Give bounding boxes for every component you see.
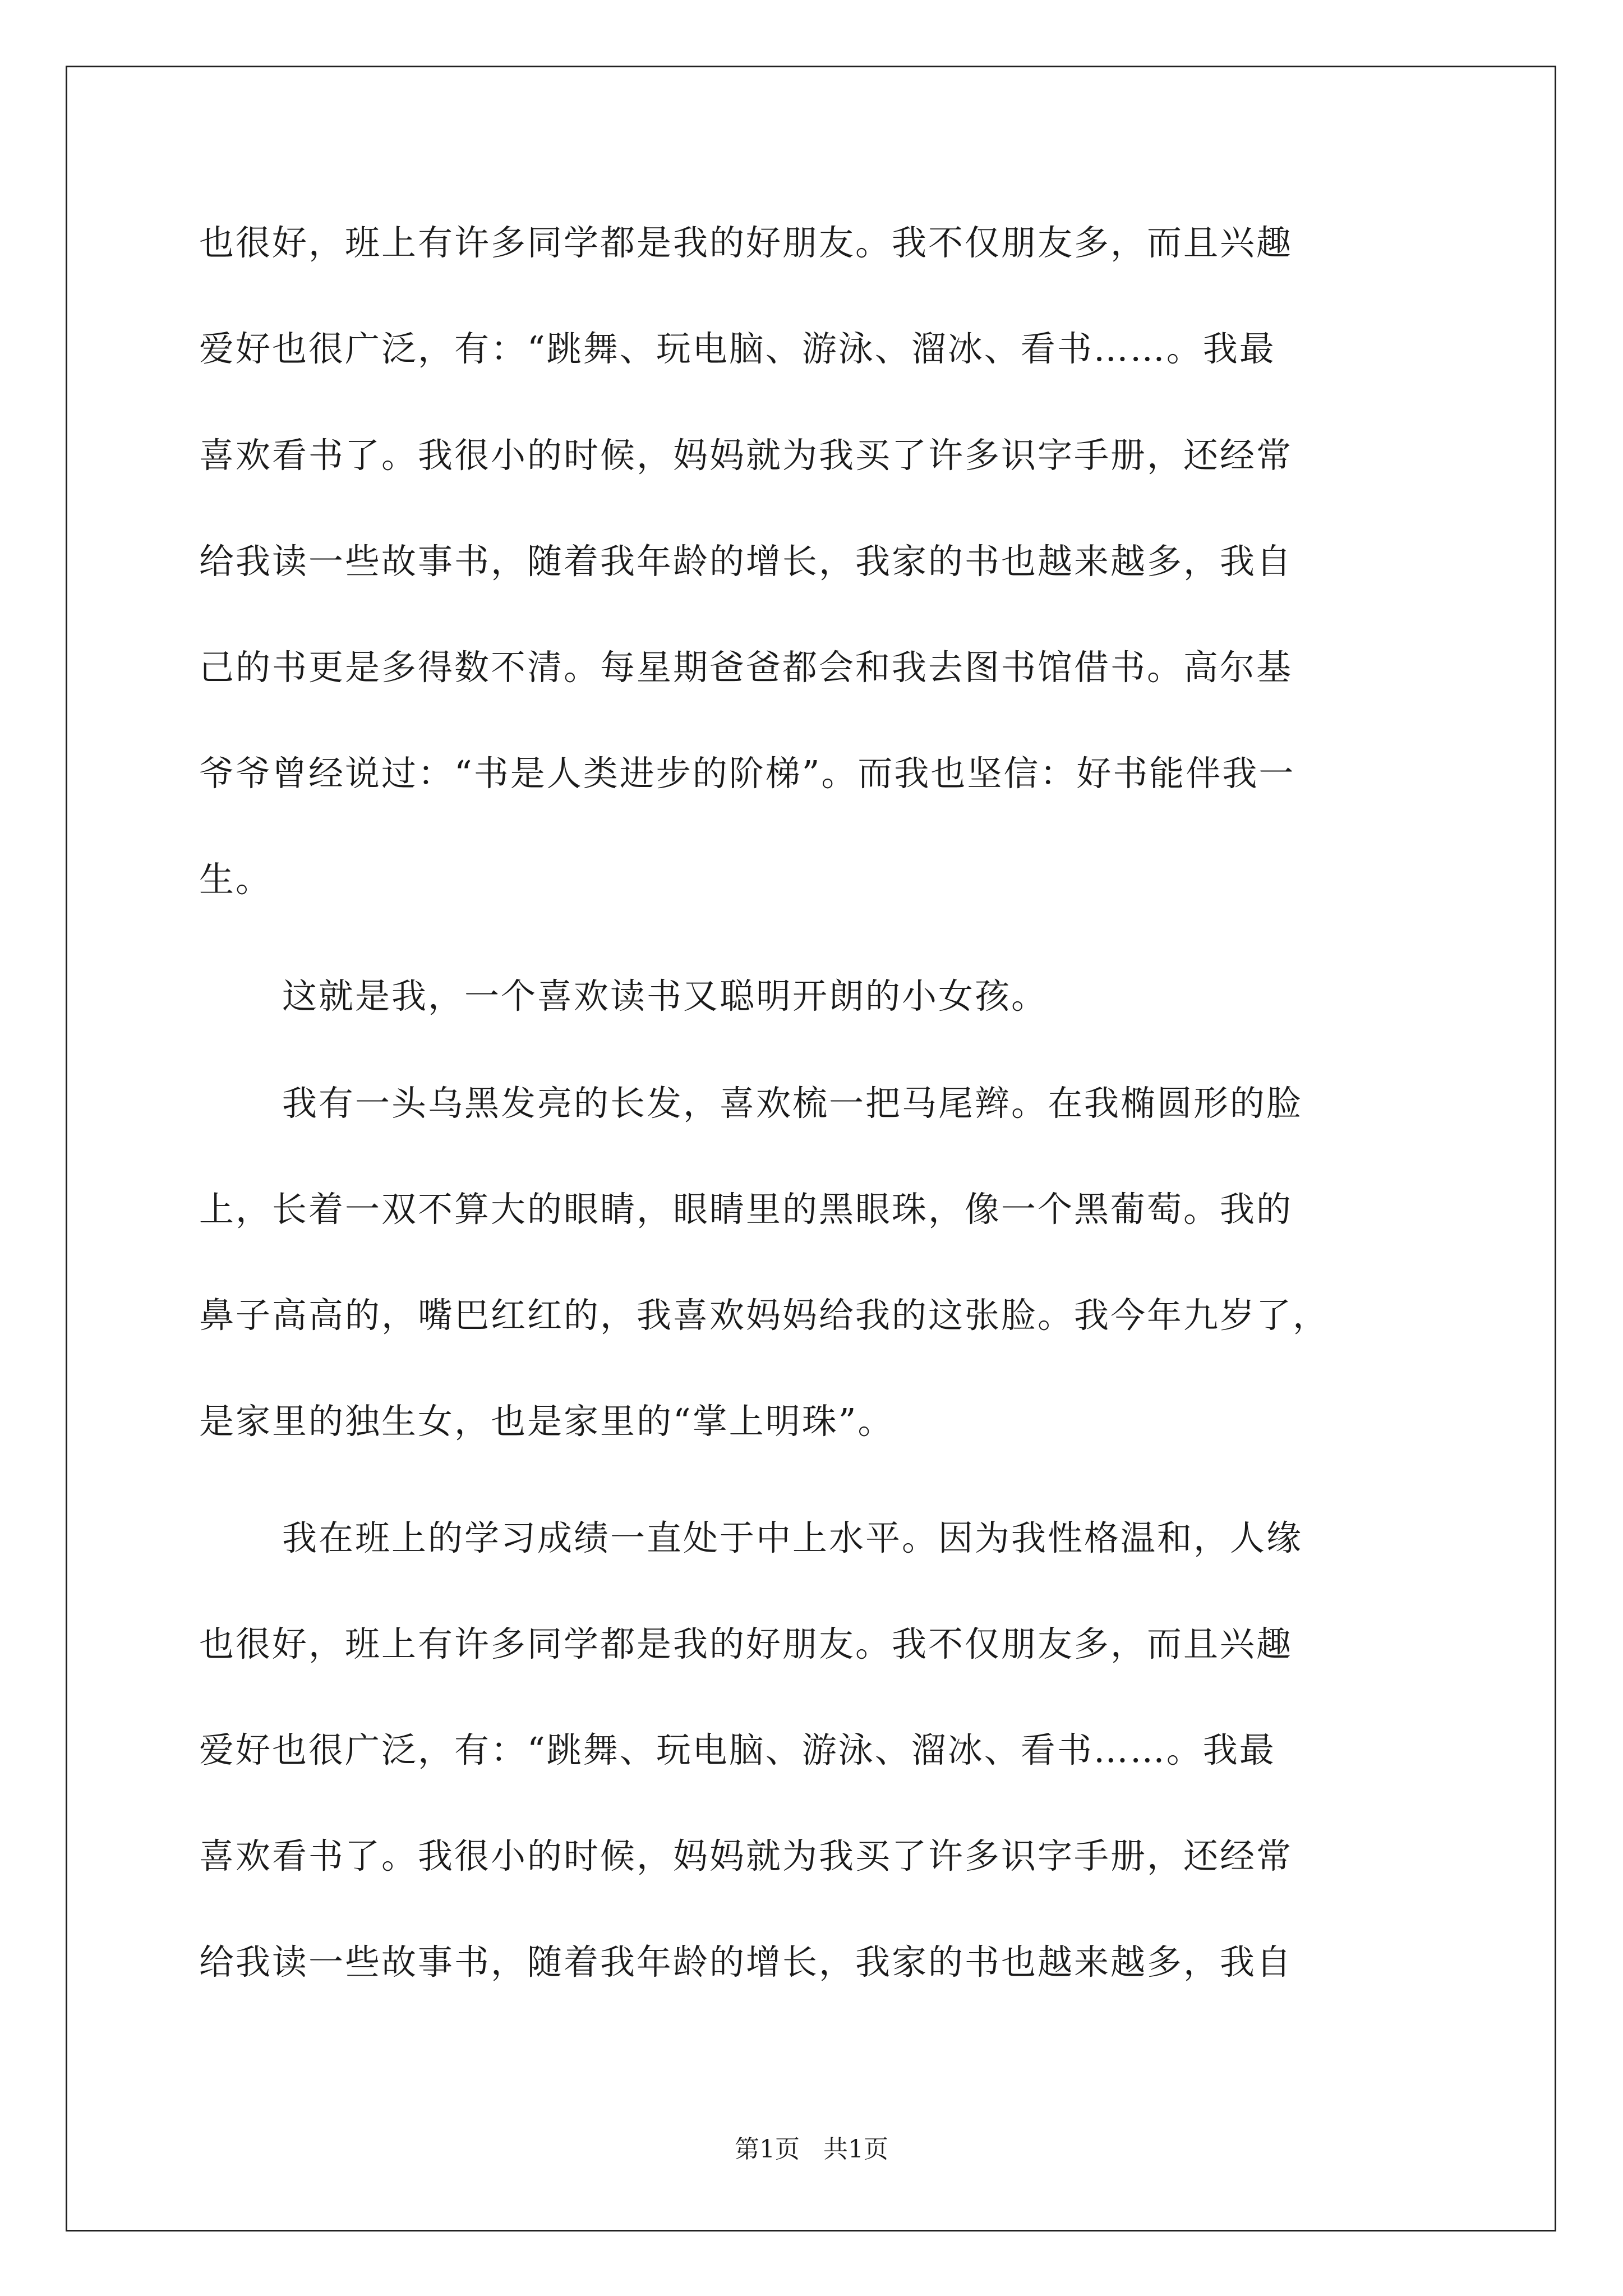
text-line: 己的书更是多得数不清。每星期爸爸都会和我去图书馆借书。高尔基 — [199, 647, 1293, 688]
text-line: 也很好，班上有许多同学都是我的好朋友。我不仅朋友多，而且兴趣 — [199, 1623, 1293, 1664]
text-line: 这就是我，一个喜欢读书又聪明开朗的小女孩。 — [282, 976, 1048, 1016]
text-line: 是家里的独生女，也是家里的“掌上明珠”。 — [199, 1401, 895, 1442]
text-line: 我有一头乌黑发亮的长发，喜欢梳一把马尾辫。在我椭圆形的脸 — [282, 1083, 1303, 1124]
page-footer: 第1页 共1页 — [735, 2135, 888, 2164]
text-line: 喜欢看书了。我很小的时候，妈妈就为我买了许多识字手册，还经常 — [199, 1835, 1293, 1876]
text-line: 鼻子高高的，嘴巴红红的，我喜欢妈妈给我的这张脸。我今年九岁了， — [199, 1295, 1330, 1336]
text-line: 也很好，班上有许多同学都是我的好朋友。我不仅朋友多，而且兴趣 — [199, 222, 1293, 263]
text-line: 生。 — [199, 859, 273, 900]
text-line: 我在班上的学习成绩一直处于中上水平。因为我性格温和，人缘 — [282, 1517, 1303, 1558]
text-line: 爱好也很广泛，有：“跳舞、玩电脑、游泳、溜冰、看书……。我最 — [199, 328, 1276, 369]
text-line: 爷爷曾经说过：“书是人类进步的阶梯”。而我也坚信：好书能伴我一 — [199, 753, 1295, 794]
page-border — [66, 66, 1556, 2231]
text-line: 喜欢看书了。我很小的时候，妈妈就为我买了许多识字手册，还经常 — [199, 435, 1293, 476]
text-line: 上，长着一双不算大的眼睛，眼睛里的黑眼珠，像一个黑葡萄。我的 — [199, 1189, 1293, 1230]
text-line: 给我读一些故事书，随着我年龄的增长，我家的书也越来越多，我自 — [199, 541, 1293, 582]
text-line: 给我读一些故事书，随着我年龄的增长，我家的书也越来越多，我自 — [199, 1941, 1293, 1982]
text-line: 爱好也很广泛，有：“跳舞、玩电脑、游泳、溜冰、看书……。我最 — [199, 1729, 1276, 1770]
